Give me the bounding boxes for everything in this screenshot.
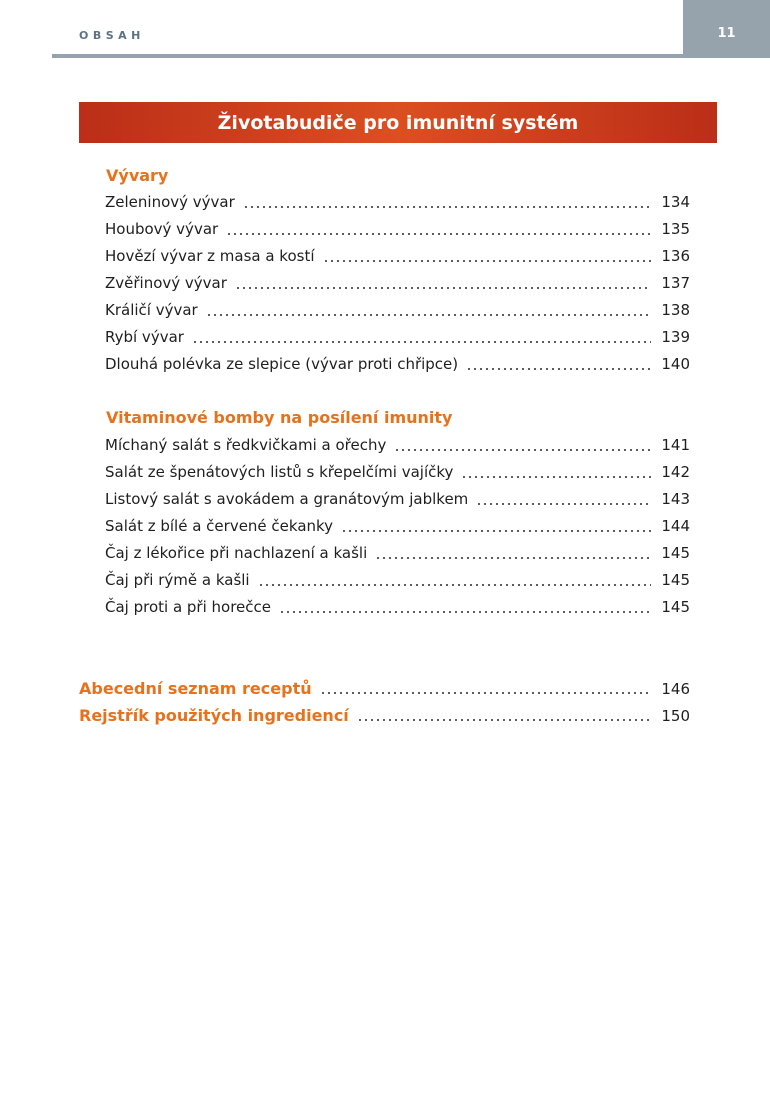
- toc-entry-page: 138: [661, 301, 690, 319]
- toc-leader-dots: [226, 232, 651, 236]
- toc-entry-label: Abecední seznam receptů: [79, 679, 312, 698]
- toc-leader-dots: [476, 502, 651, 506]
- toc-leader-dots: [258, 583, 652, 587]
- toc-entry-page: 146: [661, 680, 690, 698]
- toc-entry-label: Králičí vývar: [105, 301, 198, 319]
- toc-leader-dots: [357, 718, 652, 722]
- toc-entry-label: Čaj z lékořice při nachlazení a kašli: [105, 544, 368, 562]
- section-title-vitaminove-bomby: Vitaminové bomby na posílení imunity: [106, 408, 453, 427]
- toc-entry[interactable]: [105, 328, 690, 350]
- toc-leader-dots: [206, 313, 652, 317]
- toc-entry-label: Hovězí vývar z masa a kostí: [105, 247, 315, 265]
- toc-entry-page: 150: [661, 707, 690, 725]
- toc-entry-label: Listový salát s avokádem a granátovým jablkem: [105, 490, 469, 508]
- toc-entry-label: Salát ze špenátových listů s křepelčími vajíčky: [105, 463, 454, 481]
- toc-entry[interactable]: [105, 355, 690, 377]
- toc-leader-dots: [192, 340, 651, 344]
- toc-entry-page: 145: [661, 598, 690, 616]
- header-rule: [52, 54, 770, 58]
- section-title-vyvary: Vývary: [106, 166, 169, 185]
- toc-leader-dots: [320, 691, 652, 695]
- toc-entry-page: 145: [661, 571, 690, 589]
- toc-entry[interactable]: [105, 274, 690, 296]
- toc-entry[interactable]: [105, 193, 690, 215]
- toc-entry-label: Houbový vývar: [105, 220, 219, 238]
- toc-entry-page: 143: [661, 490, 690, 508]
- toc-entry-page: 136: [661, 247, 690, 265]
- toc-entry[interactable]: [105, 517, 690, 539]
- toc-entry-page: 139: [661, 328, 690, 346]
- toc-entry[interactable]: [105, 571, 690, 593]
- toc-entry-page: 137: [661, 274, 690, 292]
- toc-entry-page: 142: [661, 463, 690, 481]
- toc-entry-page: 134: [661, 193, 690, 211]
- toc-entry-label: Salát z bílé a červené čekanky: [105, 517, 334, 535]
- toc-entry-label: Čaj proti a při horečce: [105, 598, 272, 616]
- toc-entry[interactable]: [105, 463, 690, 485]
- toc-leader-dots: [394, 448, 651, 452]
- toc-index-entry[interactable]: [79, 706, 690, 728]
- chapter-title: Životabudiče pro imunitní systém: [217, 111, 579, 134]
- page-number: 11: [717, 26, 736, 41]
- toc-leader-dots: [341, 529, 651, 533]
- toc-leader-dots: [243, 205, 652, 209]
- toc-entry-label: Zvěřinový vývar: [105, 274, 227, 292]
- toc-entry[interactable]: [105, 598, 690, 620]
- toc-entry[interactable]: [105, 544, 690, 566]
- toc-entry-label: Zeleninový vývar: [105, 193, 235, 211]
- toc-leader-dots: [466, 367, 651, 371]
- toc-entry-label: Rejstřík použitých ingrediencí: [79, 706, 349, 725]
- toc-leader-dots: [323, 259, 652, 263]
- chapter-banner: [79, 102, 717, 143]
- toc-entry[interactable]: [105, 490, 690, 512]
- toc-entry-label: Rybí vývar: [105, 328, 184, 346]
- toc-entry[interactable]: [105, 220, 690, 242]
- toc-leader-dots: [279, 610, 651, 614]
- toc-entry[interactable]: [105, 436, 690, 458]
- toc-entry-label: Dlouhá polévka ze slepice (vývar proti chřipce): [105, 355, 459, 373]
- toc-entry-label: Míchaný salát s ředkvičkami a ořechy: [105, 436, 387, 454]
- toc-entry[interactable]: [105, 301, 690, 323]
- toc-entry-page: 135: [661, 220, 690, 238]
- toc-entry-label: Čaj při rýmě a kašli: [105, 571, 250, 589]
- toc-leader-dots: [461, 475, 651, 479]
- toc-index-entry[interactable]: [79, 679, 690, 701]
- toc-entry-page: 144: [661, 517, 690, 535]
- toc-entry-page: 145: [661, 544, 690, 562]
- toc-entry[interactable]: [105, 247, 690, 269]
- toc-entry-page: 141: [661, 436, 690, 454]
- header-label: OBSAH: [79, 29, 145, 42]
- toc-leader-dots: [235, 286, 651, 290]
- toc-entry-page: 140: [661, 355, 690, 373]
- toc-leader-dots: [375, 556, 651, 560]
